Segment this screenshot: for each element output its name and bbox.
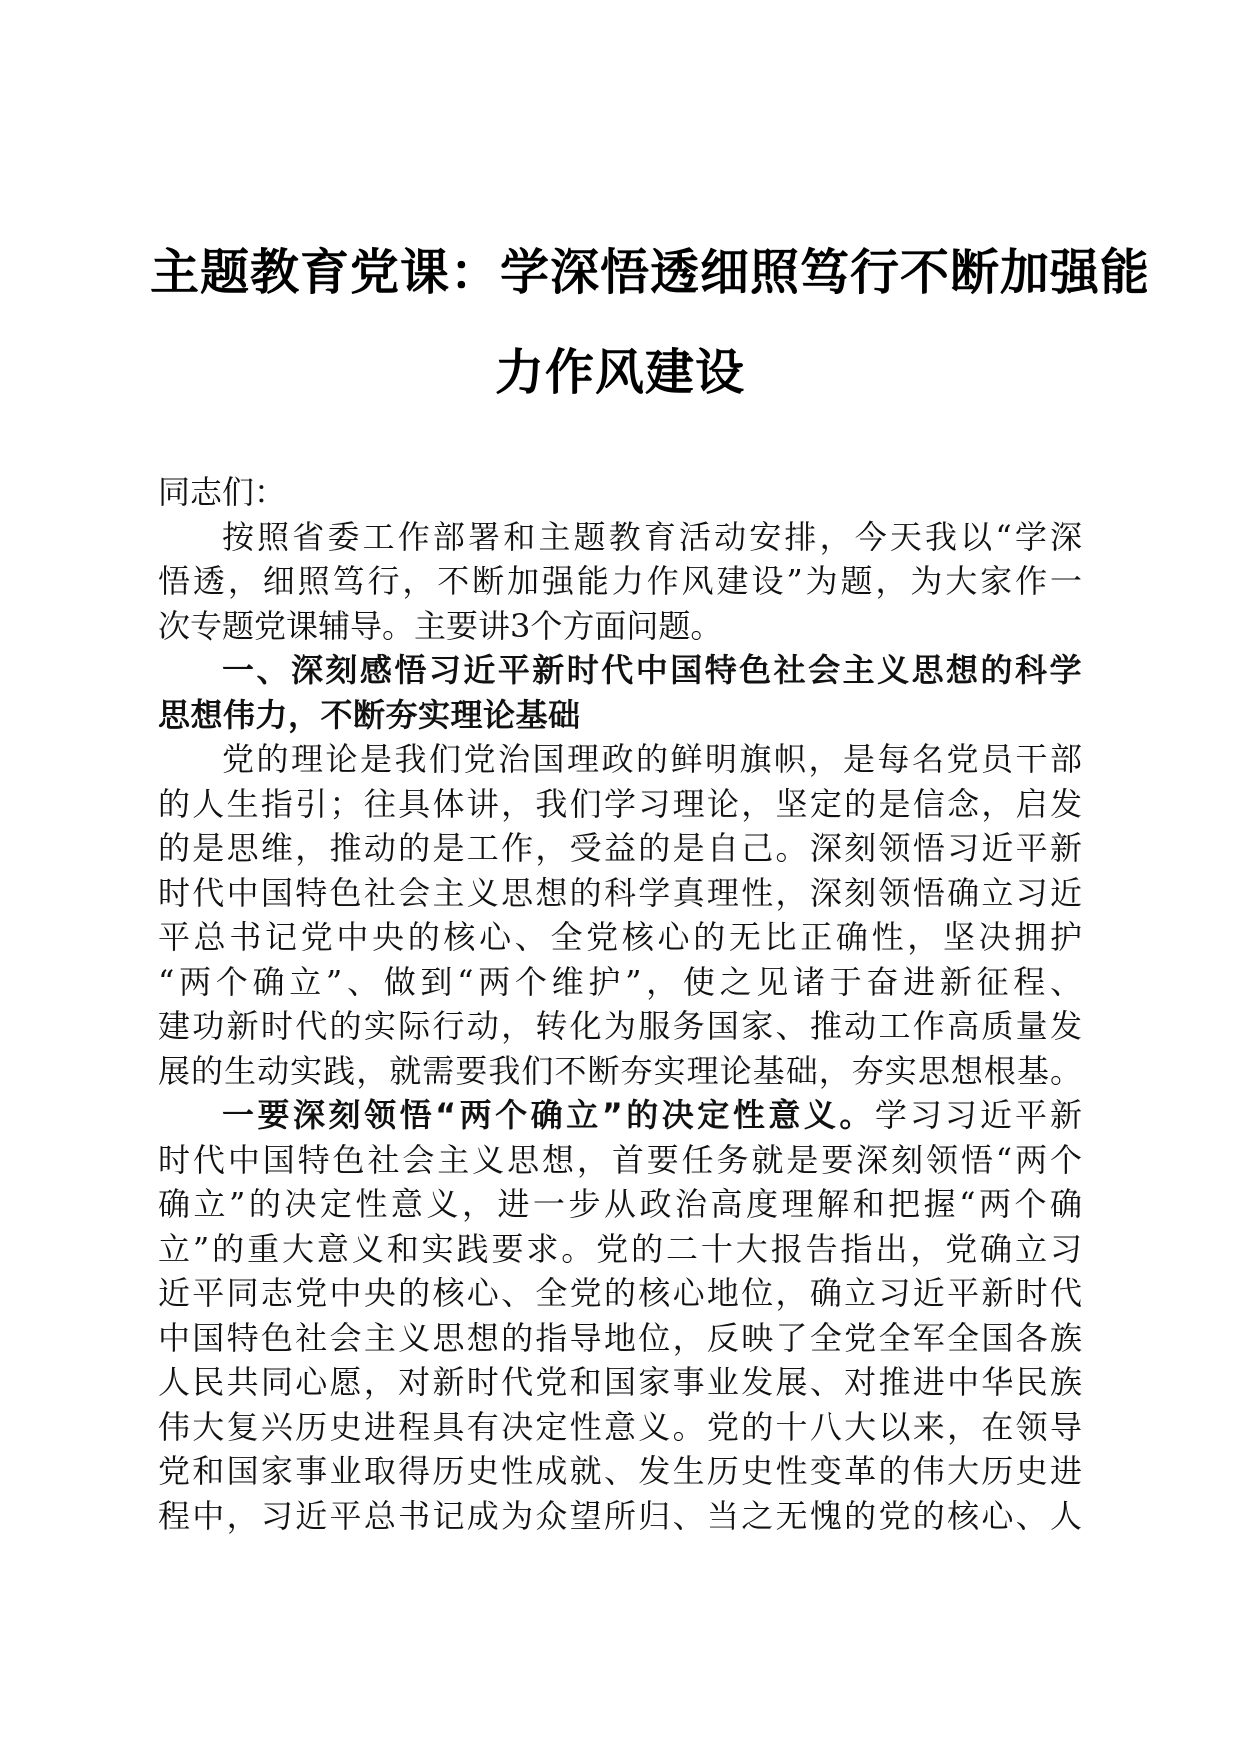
para1-line-7: 建功新时代的实际行动，转化为服务国家、推动工作高质量发 <box>158 1007 1082 1045</box>
intro-line-2: 悟透，细照笃行，不断加强能力作风建设”为题，为大家作一 <box>158 562 1082 600</box>
document-body <box>158 470 1082 1538</box>
salutation: 同志们： <box>158 473 287 511</box>
para2-line-7: 人民共同心愿，对新时代党和国家事业发展、对推进中华民族 <box>158 1363 1082 1401</box>
title-line-1: 主题教育党课：学深悟透细照笃行不断加强能 <box>150 243 1151 301</box>
para1-line-3: 的是思维，推动的是工作，受益的是自己。深刻领悟习近平新 <box>158 829 1082 867</box>
para2-line-3: 确立”的决定性意义，进一步从政治高度理解和把握“两个确 <box>158 1185 1082 1223</box>
para1-line-1: 党的理论是我们党治国理政的鲜明旗帜，是每名党员干部 <box>222 740 1082 778</box>
para2-line-5: 近平同志党中央的核心、全党的核心地位，确立习近平新时代 <box>158 1274 1082 1312</box>
para1-line-5: 平总书记党中央的核心、全党核心的无比正确性，坚决拥护 <box>158 918 1082 956</box>
para2-first-line-rest: 学习习近平新 <box>874 1096 1082 1134</box>
para2-line-6: 中国特色社会主义思想的指导地位，反映了全党全军全国各族 <box>158 1318 1082 1357</box>
intro-line-1: 按照省委工作部署和主题教育活动安排，今天我以“学深 <box>222 517 1082 556</box>
section-heading-line-2: 思想伟力，不断夯实理论基础 <box>158 695 581 734</box>
para2-bold-lead: 一要深刻领悟“两个确立”的决定性意义。 <box>222 1096 875 1134</box>
intro-line-3: 次专题党课辅导。主要讲3个方面问题。 <box>158 606 723 645</box>
para2-line-4: 立”的重大意义和实践要求。党的二十大报告指出，党确立习 <box>158 1229 1082 1268</box>
para1-line-6: “两个确立”、做到“两个维护”，使之见诸于奋进新征程、 <box>158 962 1082 1001</box>
title-line-2: 力作风建设 <box>494 343 745 401</box>
document-title <box>150 222 1151 422</box>
section-heading-line-1: 一、深刻感悟习近平新时代中国特色社会主义思想的科学 <box>222 651 1082 689</box>
para1-line-8: 展的生动实践，就需要我们不断夯实理论基础，夯实思想根基。 <box>158 1051 1082 1090</box>
para2-line-9: 党和国家事业取得历史性成就、发生历史性变革的伟大历史进 <box>158 1452 1082 1490</box>
para2-line-1 <box>158 1093 1082 1138</box>
para1-line-2: 的人生指引；往具体讲，我们学习理论，坚定的是信念，启发 <box>158 784 1082 823</box>
para2-line-8: 伟大复兴历史进程具有决定性意义。党的十八大以来，在领导 <box>158 1407 1082 1446</box>
para2-line-10: 程中，习近平总书记成为众望所归、当之无愧的党的核心、人 <box>158 1496 1082 1535</box>
para2-line-2: 时代中国特色社会主义思想，首要任务就是要深刻领悟“两个 <box>158 1140 1082 1179</box>
para1-line-4: 时代中国特色社会主义思想的科学真理性，深刻领悟确立习近 <box>158 873 1082 912</box>
